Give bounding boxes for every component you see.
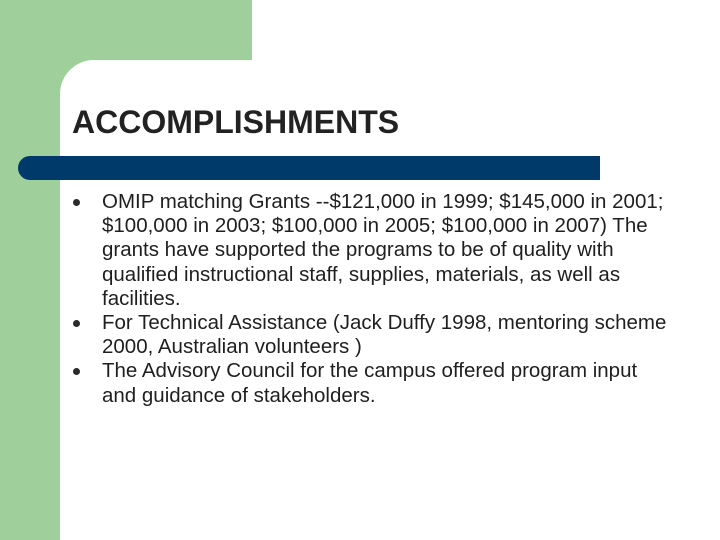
left-accent-strip [0,0,60,540]
bullet-text: For Technical Assistance (Jack Duffy 1998, mentoring scheme 2000, Australian volunteers ) [102,311,667,359]
bullet-text: OMIP matching Grants --$121,000 in 1999; $145,000 in 2001; $100,000 in 2003; $100,000 in 2005; $100,000 in 2007) The grants have supported the programs to be of quality with qualified instructional staff, supplies, materials, as well as facilities. [102,190,664,310]
title-divider-bar [18,156,600,180]
bullet-dot-icon [73,199,80,206]
bullet-list [72,190,672,408]
bullet-item-grants [72,190,672,311]
bullet-item-technical-assistance [72,311,672,359]
bullet-text: The Advisory Council for the campus offered program input and guidance of stakeholders. [102,359,638,407]
bullet-dot-icon [73,320,80,327]
slide-title: ACCOMPLISHMENTS [72,104,400,140]
bullet-item-advisory-council [72,359,672,407]
bullet-dot-icon [73,368,80,375]
